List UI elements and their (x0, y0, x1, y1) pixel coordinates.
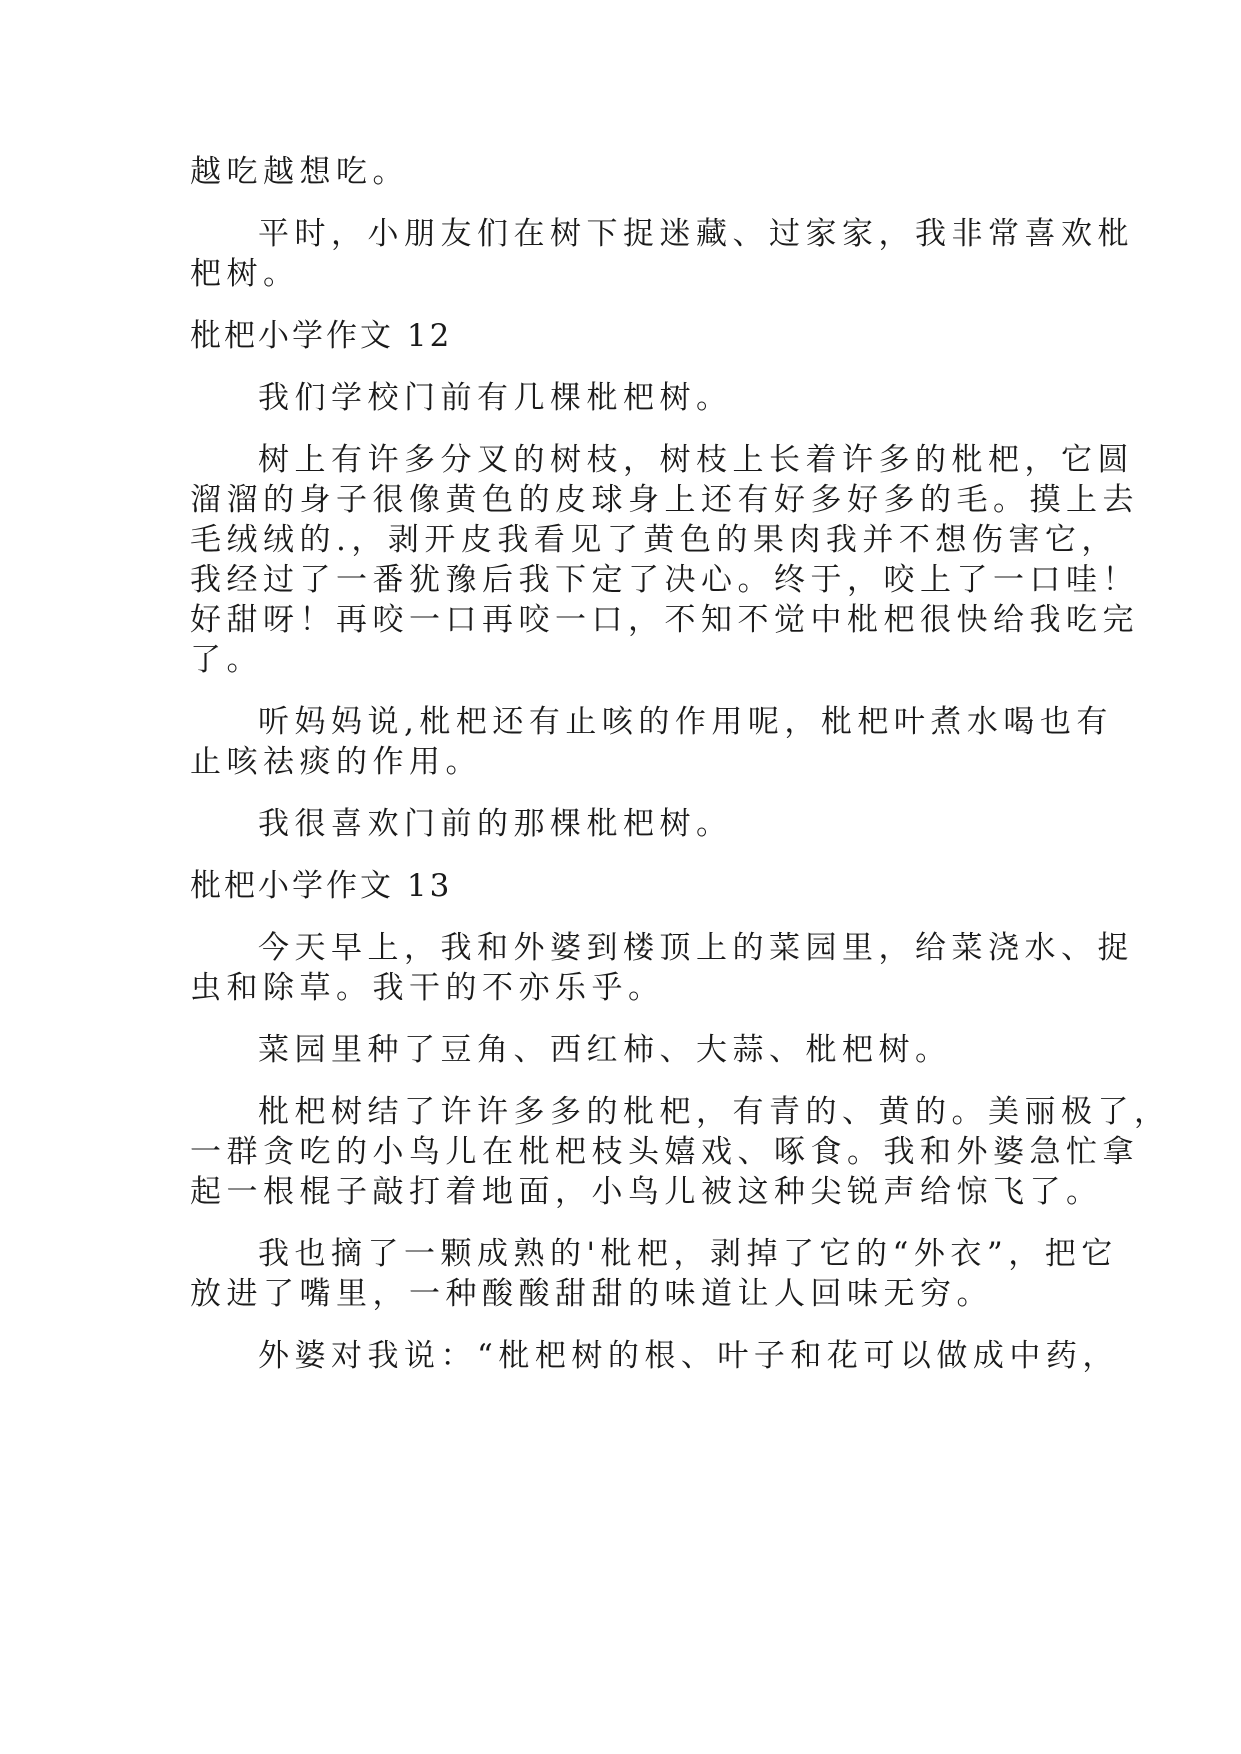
text-line: 我经过了一番犹豫后我下定了决心。终于，咬上了一口哇！ (190, 562, 1139, 598)
text-line: 我也摘了一颗成熟的'枇杷，剥掉了它的“外衣”，把它 (258, 1236, 1118, 1272)
heading-text: 枇杷小学作文 13 (190, 868, 453, 904)
heading-text: 枇杷小学作文 12 (190, 318, 453, 354)
text-line: 毛绒绒的.，剥开皮我看见了黄色的果肉我并不想伤害它， (190, 522, 1118, 558)
text-line: 外婆对我说：“枇杷树的根、叶子和花可以做成中药， (258, 1338, 1119, 1374)
text-line: 平时，小朋友们在树下捉迷藏、过家家，我非常喜欢枇 (258, 216, 1134, 252)
text-line: 止咳祛痰的作用。 (190, 744, 482, 780)
paragraph (190, 1336, 1119, 1376)
text-line: 杷树。 (190, 256, 300, 292)
paragraph (190, 1030, 1070, 1070)
paragraph (190, 378, 1070, 418)
text-line: 好甜呀！再咬一口再咬一口，不知不觉中枇杷很快给我吃完 (190, 602, 1139, 638)
document-page (190, 152, 1171, 1376)
paragraph (190, 214, 1134, 294)
text-line: 虫和除草。我干的不亦乐乎。 (190, 970, 665, 1006)
paragraph (190, 928, 1134, 1008)
text-line: 今天早上，我和外婆到楼顶上的菜园里，给菜浇水、捉 (258, 930, 1134, 966)
text-line: 树上有许多分叉的树枝，树枝上长着许多的枇杷，它圆 (258, 442, 1134, 478)
paragraph (190, 152, 1070, 192)
text-line: 听妈妈说,枇杷还有止咳的作用呢，枇杷叶煮水喝也有 (258, 704, 1113, 740)
text-line: 了。 (190, 642, 263, 678)
paragraph (190, 702, 1113, 782)
paragraph (190, 804, 1070, 844)
section-heading (190, 866, 1070, 906)
text-line: 放进了嘴里，一种酸酸甜甜的味道让人回味无穷。 (190, 1276, 993, 1312)
text-line: 起一根棍子敲打着地面，小鸟儿被这种尖锐声给惊飞了。 (190, 1174, 1103, 1210)
text-line: 一群贪吃的小鸟儿在枇杷枝头嬉戏、啄食。我和外婆急忙拿 (190, 1134, 1139, 1170)
paragraph (190, 1234, 1118, 1314)
text-line: 越吃越想吃。 (190, 154, 409, 190)
text-line: 菜园里种了豆角、西红柿、大蒜、枇杷树。 (258, 1032, 952, 1068)
text-line: 我们学校门前有几棵枇杷树。 (258, 380, 733, 416)
section-heading (190, 316, 1070, 356)
paragraph (190, 440, 1139, 680)
text-line: 枇杷树结了许许多多的枇杷，有青的、黄的。美丽极了， (258, 1094, 1171, 1130)
paragraph (190, 1092, 1171, 1212)
text-line: 溜溜的身子很像黄色的皮球身上还有好多好多的毛。摸上去 (190, 482, 1139, 518)
text-line: 我很喜欢门前的那棵枇杷树。 (258, 806, 733, 842)
